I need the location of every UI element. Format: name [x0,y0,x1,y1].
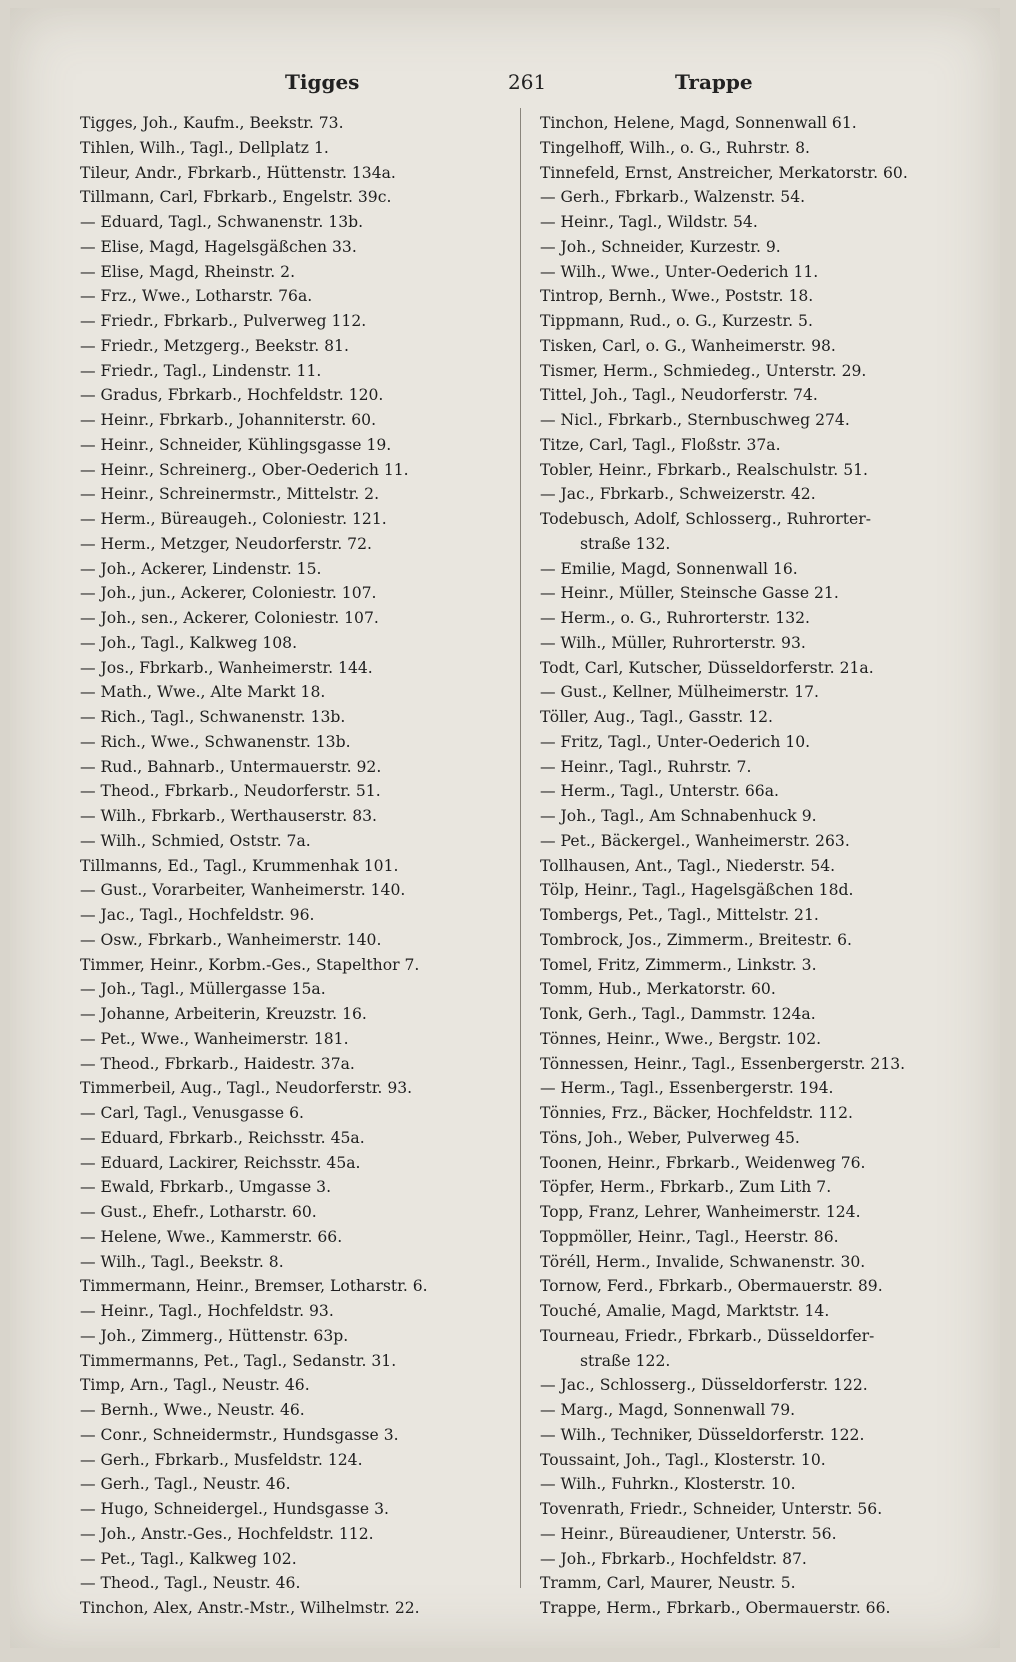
directory-page [10,8,1000,1648]
directory-entry: — Ewald, Fbrkarb., Umgasse 3. [80,1178,332,1197]
page-number: 261 [508,70,547,94]
directory-entry: — Joh., Anstr.-Ges., Hochfeldstr. 112. [80,1524,374,1543]
directory-entry: Töpfer, Herm., Fbrkarb., Zum Lith 7. [540,1178,832,1197]
header-first-name: Tigges [285,70,360,94]
directory-entry: Töréll, Herm., Invalide, Schwanenstr. 30. [540,1252,866,1271]
directory-entry: — Theod., Fbrkarb., Neudorferstr. 51. [80,782,381,801]
directory-entry: — Joh., Tagl., Am Schnabenhuck 9. [540,807,817,825]
directory-entry: — Wilh., Techniker, Düsseldorferstr. 122. [540,1425,865,1444]
directory-entry: — Herm., Metzger, Neudorferstr. 72. [80,534,372,553]
directory-entry: — Gerh., Fbrkarb., Musfeldstr. 124. [80,1450,363,1469]
directory-entry: — Elise, Magd, Rheinstr. 2. [80,262,296,281]
directory-entry: — Heinr., Müller, Steinsche Gasse 21. [540,584,839,603]
directory-entry: — Fritz, Tagl., Unter-Oederich 10. [540,732,811,751]
directory-entry: — Eduard, Tagl., Schwanenstr. 13b. [80,213,364,231]
directory-entry: — Osw., Fbrkarb., Wanheimerstr. 140. [80,930,382,949]
directory-entry: Timmermanns, Pet., Tagl., Sedanstr. 31. [80,1351,397,1370]
directory-entry: Toonen, Heinr., Fbrkarb., Weidenweg 76. [540,1153,866,1172]
directory-entry: — Heinr., Tagl., Wildstr. 54. [540,213,758,231]
directory-entry: — Friedr., Metzgerg., Beekstr. 81. [80,336,349,355]
directory-entry: — Jac., Tagl., Hochfeldstr. 96. [80,906,315,924]
directory-entry: — Heinr., Tagl., Ruhrstr. 7. [540,757,752,776]
directory-entry: — Joh., jun., Ackerer, Coloniestr. 107. [80,584,377,603]
directory-entry: Tileur, Andr., Fbrkarb., Hüttenstr. 134a. [80,163,396,182]
header-last-name: Trappe [675,70,753,94]
directory-entry: Tonk, Gerh., Tagl., Dammstr. 124a. [540,1005,816,1023]
directory-entry: Tintrop, Bernh., Wwe., Poststr. 18. [540,287,814,306]
directory-entry: — Joh., Fbrkarb., Hochfeldstr. 87. [540,1549,807,1568]
directory-entry: Tönnies, Frz., Bäcker, Hochfeldstr. 112. [540,1104,853,1122]
directory-entry: — Joh., Zimmerg., Hüttenstr. 63p. [80,1326,349,1345]
directory-entry: — Joh., Schneider, Kurzestr. 9. [540,237,781,256]
directory-entry: Tomm, Hub., Merkatorstr. 60. [540,980,776,999]
directory-entry: straße 132. [580,534,671,553]
directory-entry: — Gerh., Fbrkarb., Walzenstr. 54. [540,188,806,207]
directory-entry: — Johanne, Arbeiterin, Kreuzstr. 16. [80,1005,367,1023]
directory-entry: Tillmann, Carl, Fbrkarb., Engelstr. 39c. [80,188,392,207]
directory-entry: Tinchon, Alex, Anstr.-Mstr., Wilhelmstr. 22. [80,1599,420,1617]
directory-entry: Toppmöller, Heinr., Tagl., Heerstr. 86. [540,1227,839,1246]
directory-entry: — Herm., o. G., Ruhrorterstr. 132. [540,609,811,627]
directory-entry: Töller, Aug., Tagl., Gasstr. 12. [540,708,774,726]
directory-entry: — Math., Wwe., Alte Markt 18. [80,683,326,702]
directory-entry: Toussaint, Joh., Tagl., Klosterstr. 10. [540,1450,826,1469]
directory-entry: — Herm., Büreaugeh., Coloniestr. 121. [80,510,387,528]
directory-entry: Titze, Carl, Tagl., Floßstr. 37a. [540,435,781,454]
directory-entry: — Joh., sen., Ackerer, Coloniestr. 107. [80,609,379,627]
directory-entry: — Emilie, Magd, Sonnenwall 16. [540,559,798,578]
directory-entry: Tombrock, Jos., Zimmerm., Breitestr. 6. [540,930,852,949]
directory-entry: Tisken, Carl, o. G., Wanheimerstr. 98. [540,336,836,355]
directory-entry: — Wilh., Müller, Ruhrorterstr. 93. [540,633,806,652]
directory-entry: Tingelhoff, Wilh., o. G., Ruhrstr. 8. [540,138,811,157]
directory-entry: Tollhausen, Ant., Tagl., Niederstr. 54. [540,856,836,875]
left-column [80,111,520,1621]
directory-entry: Tillmanns, Ed., Tagl., Krummenhak 101. [80,856,399,875]
directory-entry: Trappe, Herm., Fbrkarb., Obermauerstr. 66. [540,1599,891,1617]
directory-entry: Tölp, Heinr., Tagl., Hagelsgäßchen 18d. [540,881,854,900]
directory-entry: — Hugo, Schneidergel., Hundsgasse 3. [80,1500,389,1518]
directory-entry: — Wilh., Schmied, Oststr. 7a. [80,831,311,850]
directory-entry: — Gust., Vorarbeiter, Wanheimerstr. 140. [80,881,406,900]
directory-entry: — Heinr., Schreinerg., Ober-Oederich 11. [80,460,409,479]
directory-entry: — Joh., Tagl., Müllergasse 15a. [80,980,326,999]
directory-entry: — Rich., Tagl., Schwanenstr. 13b. [80,708,346,726]
directory-entry: — Wilh., Fuhrkn., Klosterstr. 10. [540,1475,796,1494]
directory-entry: Tourneau, Friedr., Fbrkarb., Düsseldorfer- [540,1326,875,1345]
directory-entry: Töns, Joh., Weber, Pulverweg 45. [540,1128,800,1147]
directory-entry: — Pet., Wwe., Wanheimerstr. 181. [80,1029,349,1048]
directory-entry: Timmermann, Heinr., Bremser, Lotharstr. 6. [80,1277,428,1296]
directory-entry: — Elise, Magd, Hagelsgäßchen 33. [80,237,357,256]
directory-entry: Tobler, Heinr., Fbrkarb., Realschulstr. 51. [540,460,868,479]
column-divider [520,108,521,1588]
directory-entry: — Helene, Wwe., Kammerstr. 66. [80,1227,343,1246]
directory-entry: Timp, Arn., Tagl., Neustr. 46. [80,1376,310,1395]
directory-entry: — Heinr., Schreinermstr., Mittelstr. 2. [80,485,380,504]
directory-entry: — Joh., Tagl., Kalkweg 108. [80,633,298,652]
directory-entry: — Rich., Wwe., Schwanenstr. 13b. [80,732,351,751]
directory-entry: Tittel, Joh., Tagl., Neudorferstr. 74. [540,386,818,405]
directory-entry: — Frz., Wwe., Lotharstr. 76a. [80,287,313,306]
directory-entry: Touché, Amalie, Magd, Marktstr. 14. [540,1302,830,1320]
directory-entry: straße 122. [580,1351,671,1370]
directory-entry: — Wilh., Fbrkarb., Werthauserstr. 83. [80,807,377,825]
directory-entry: — Heinr., Schneider, Kühlingsgasse 19. [80,435,392,454]
page-header [10,70,1000,100]
directory-entry: — Theod., Fbrkarb., Haidestr. 37a. [80,1054,355,1073]
directory-entry: Tismer, Herm., Schmiedeg., Unterstr. 29. [540,361,867,380]
directory-entry: Timmer, Heinr., Korbm.-Ges., Stapelthor 7. [80,955,420,974]
directory-entry: — Jac., Fbrkarb., Schweizerstr. 42. [540,485,816,504]
directory-entry: — Friedr., Fbrkarb., Pulverweg 112. [80,312,367,330]
directory-entry: — Joh., Ackerer, Lindenstr. 15. [80,559,322,578]
directory-entry: Tönnessen, Heinr., Tagl., Essenbergerstr. 213. [540,1054,906,1073]
directory-entry: — Theod., Tagl., Neustr. 46. [80,1574,301,1593]
directory-entry: Todebusch, Adolf, Schlosserg., Ruhrorter- [540,510,871,528]
directory-entry: — Gerh., Tagl., Neustr. 46. [80,1475,291,1494]
directory-entry: — Rud., Bahnarb., Untermauerstr. 92. [80,757,382,776]
directory-entry: Tombergs, Pet., Tagl., Mittelstr. 21. [540,906,819,924]
directory-entry: — Friedr., Tagl., Lindenstr. 11. [80,361,322,380]
directory-entry: — Herm., Tagl., Essenbergerstr. 194. [540,1079,834,1098]
directory-entry: — Wilh., Tagl., Beekstr. 8. [80,1252,284,1271]
directory-entry: Tovenrath, Friedr., Schneider, Unterstr. 56. [540,1500,883,1518]
directory-entry: — Conr., Schneidermstr., Hundsgasse 3. [80,1425,399,1444]
directory-entry: — Carl, Tagl., Venusgasse 6. [80,1104,304,1122]
directory-entry: — Jac., Schlosserg., Düsseldorferstr. 122. [540,1376,868,1395]
directory-entry: Tihlen, Wilh., Tagl., Dellplatz 1. [80,138,329,157]
directory-entry: — Herm., Tagl., Unterstr. 66a. [540,782,779,801]
directory-entry: Topp, Franz, Lehrer, Wanheimerstr. 124. [540,1203,861,1221]
directory-entry: — Eduard, Lackirer, Reichsstr. 45a. [80,1153,361,1172]
directory-entry: Timmerbeil, Aug., Tagl., Neudorferstr. 93. [80,1079,413,1098]
directory-entry: — Gradus, Fbrkarb., Hochfeldstr. 120. [80,386,384,405]
directory-entry: Tigges, Joh., Kaufm., Beekstr. 73. [80,114,344,132]
directory-entry: — Nicl., Fbrkarb., Sternbuschweg 274. [540,411,850,429]
directory-entry: Tomel, Fritz, Zimmerm., Linkstr. 3. [540,955,817,974]
directory-entry: Tramm, Carl, Maurer, Neustr. 5. [540,1574,796,1593]
directory-entry: — Marg., Magd, Sonnenwall 79. [540,1401,796,1419]
directory-entry: — Heinr., Tagl., Hochfeldstr. 93. [80,1302,334,1320]
directory-entry: — Jos., Fbrkarb., Wanheimerstr. 144. [80,658,373,677]
directory-entry: — Wilh., Wwe., Unter-Oederich 11. [540,262,819,281]
directory-entry: Tippmann, Rud., o. G., Kurzestr. 5. [540,312,813,330]
directory-entry: Tinchon, Helene, Magd, Sonnenwall 61. [540,114,857,132]
directory-entry: — Heinr., Büreaudiener, Unterstr. 56. [540,1524,837,1543]
directory-entry: — Pet., Bäckergel., Wanheimerstr. 263. [540,831,850,850]
directory-entry: — Gust., Kellner, Mülheimerstr. 17. [540,683,819,702]
directory-entry: — Heinr., Fbrkarb., Johanniterstr. 60. [80,411,377,429]
directory-entry: Tornow, Ferd., Fbrkarb., Obermauerstr. 89. [540,1277,883,1296]
directory-entry: Tinnefeld, Ernst, Anstreicher, Merkatorstr. 60. [540,163,908,182]
right-column [540,111,980,1621]
directory-entry: — Bernh., Wwe., Neustr. 46. [80,1401,305,1419]
directory-entry: Tönnes, Heinr., Wwe., Bergstr. 102. [540,1029,822,1048]
directory-entry: Todt, Carl, Kutscher, Düsseldorferstr. 21a. [540,658,874,677]
directory-entry: — Eduard, Fbrkarb., Reichsstr. 45a. [80,1128,365,1147]
directory-entry: — Pet., Tagl., Kalkweg 102. [80,1549,297,1568]
directory-entry: — Gust., Ehefr., Lotharstr. 60. [80,1203,317,1221]
